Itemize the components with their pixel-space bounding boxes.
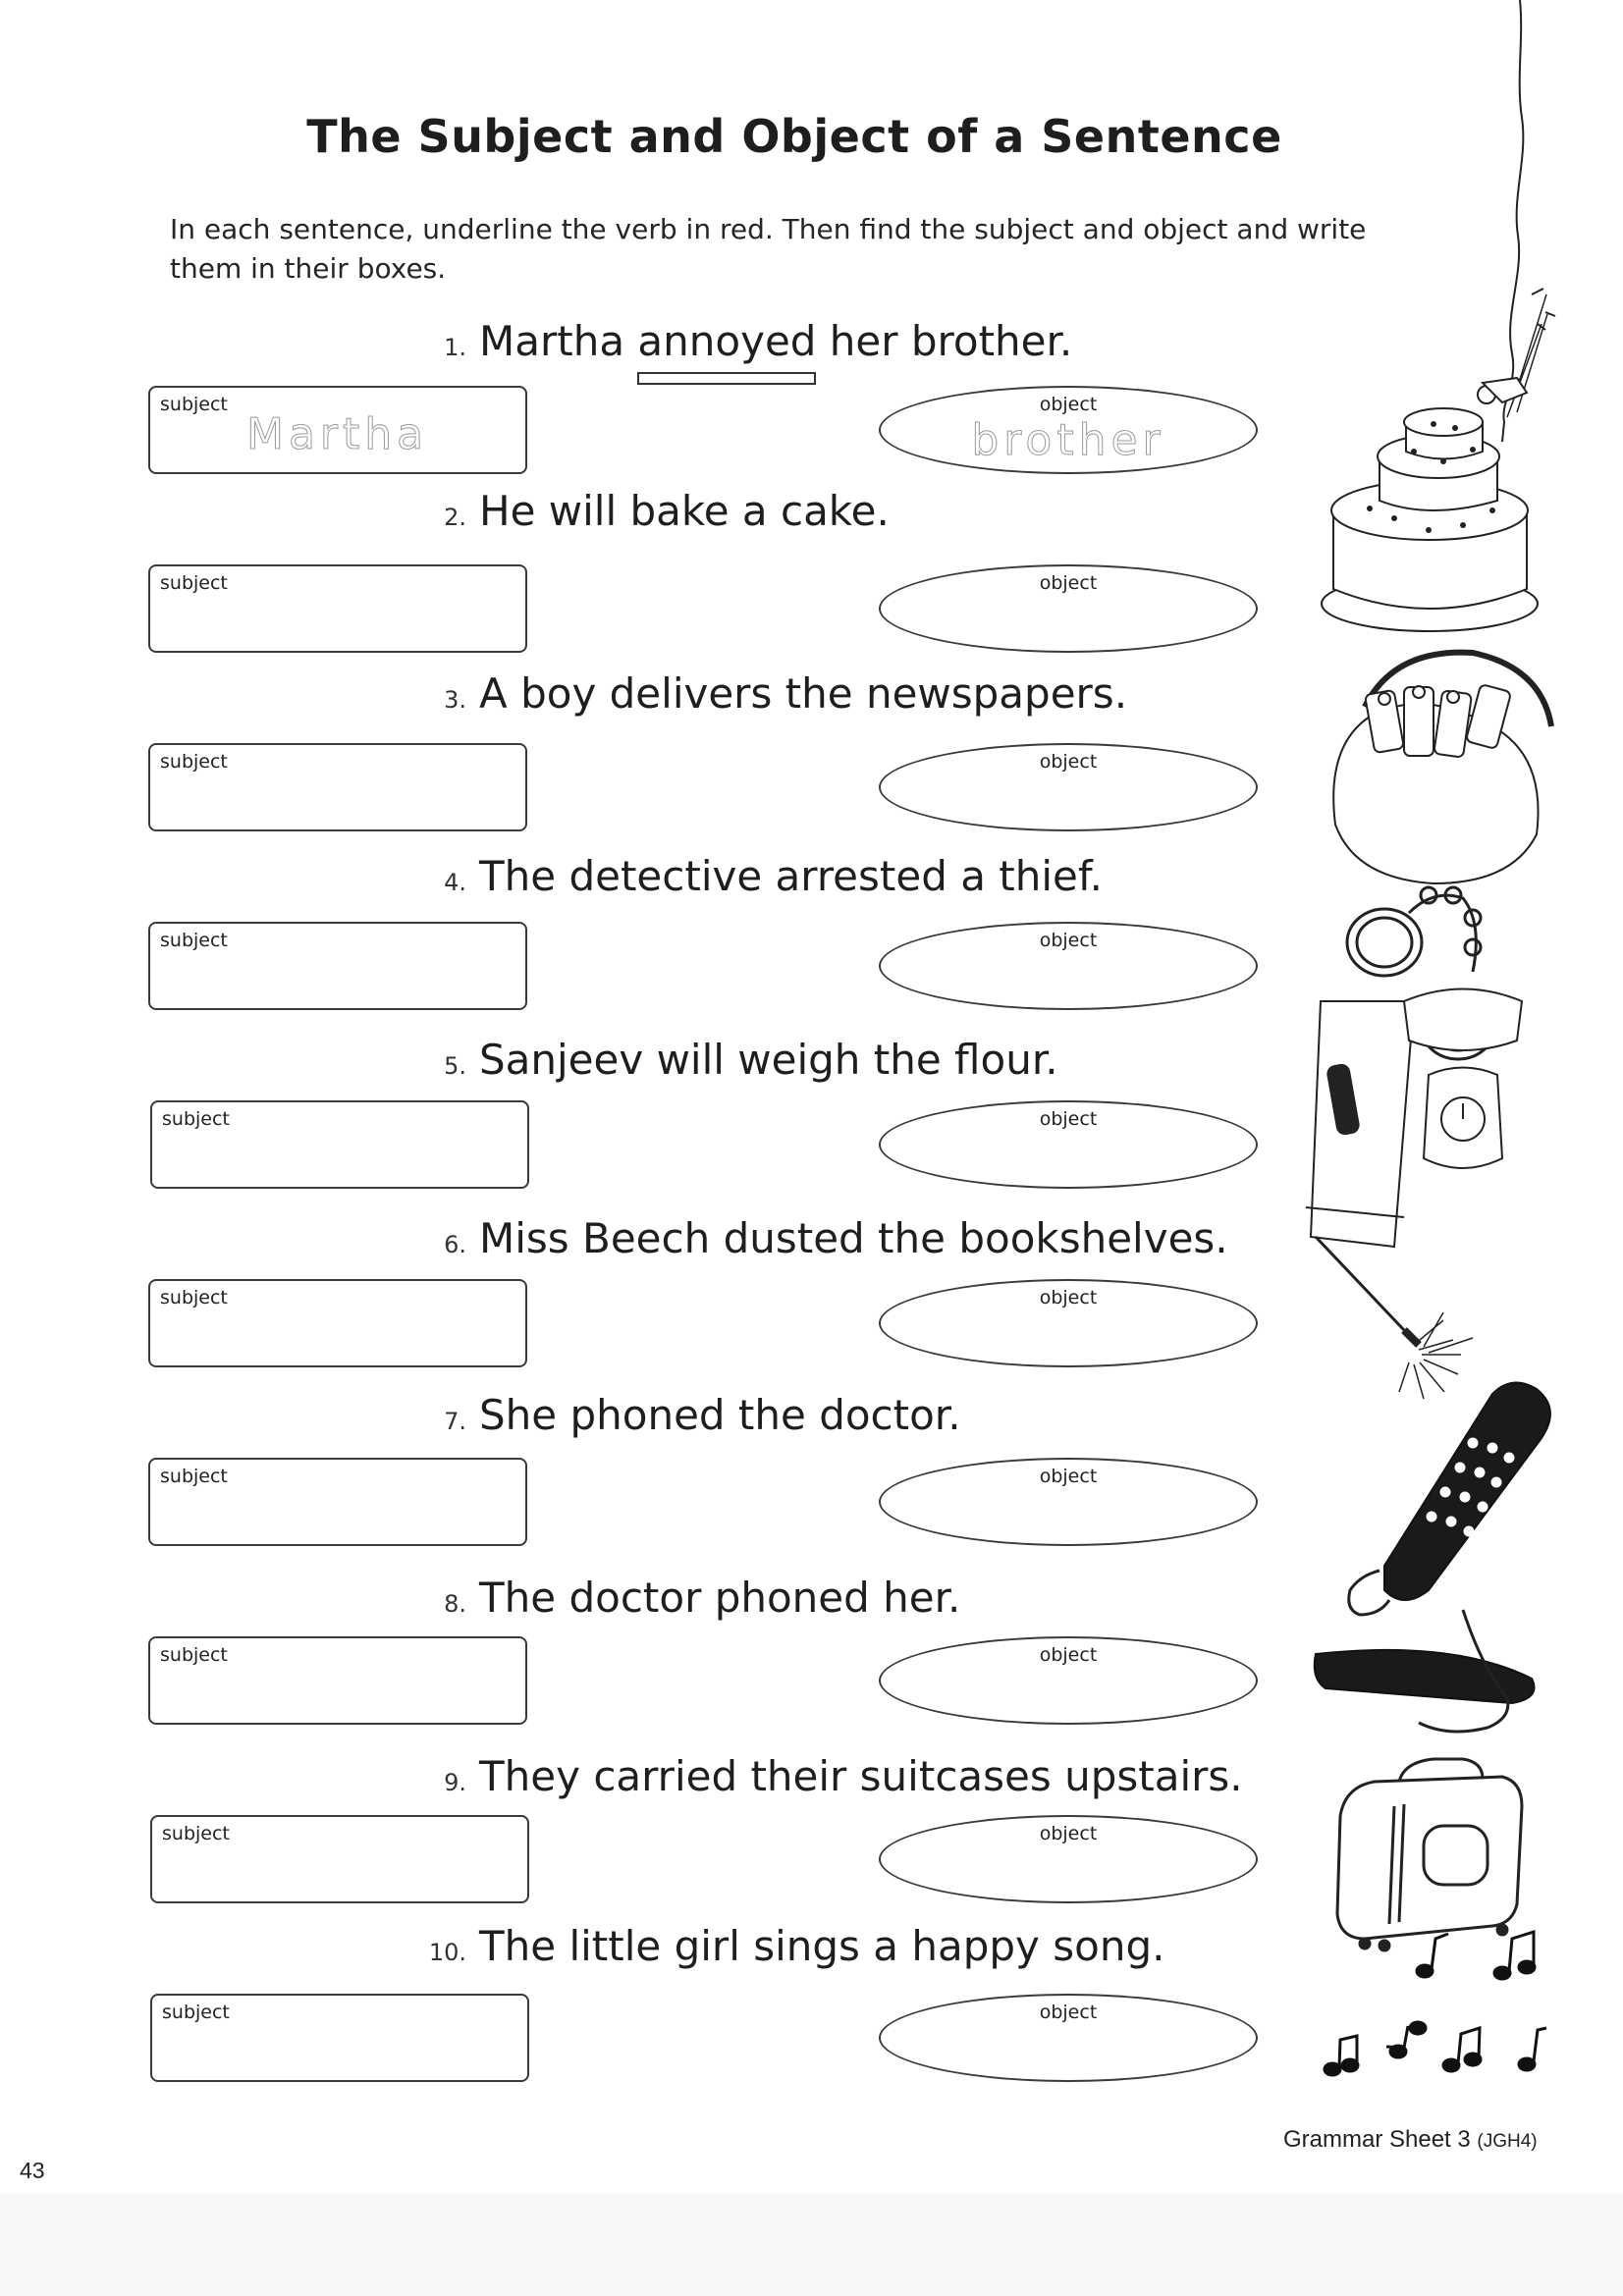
cake-icon: [1322, 408, 1538, 631]
subject-label: subject: [160, 572, 228, 594]
subject-label: subject: [160, 1287, 228, 1308]
sentence-text: Miss Beech dusted the bookshelves.: [479, 1214, 1228, 1262]
page-number: 43: [20, 2158, 45, 2183]
subject-box-4[interactable]: [148, 922, 527, 1010]
object-ellipse-5[interactable]: [879, 1100, 1258, 1189]
sentence-text: They carried their suitcases upstairs.: [479, 1752, 1243, 1800]
item-number: 7.: [444, 1408, 466, 1435]
subject-box-5[interactable]: [150, 1100, 529, 1189]
subject-label: subject: [160, 394, 228, 415]
sentence-part: her brother.: [816, 317, 1073, 365]
page-title: The Subject and Object of a Sentence: [306, 110, 1282, 163]
spider-icon: [1478, 0, 1555, 442]
telephone-icon: [1315, 1383, 1550, 1732]
object-ellipse-2[interactable]: [879, 564, 1258, 653]
object-ellipse-6[interactable]: [879, 1279, 1258, 1367]
illustrations-column: [1296, 0, 1623, 2101]
object-ellipse-3[interactable]: [879, 743, 1258, 831]
subject-label: subject: [162, 1108, 230, 1130]
sentence-text: The doctor phoned her.: [479, 1574, 961, 1622]
object-label: object: [1039, 2002, 1098, 2023]
object-label: object: [1039, 572, 1098, 594]
sentence-text: Sanjeev will weigh the flour.: [479, 1036, 1058, 1084]
newspaper-bag-icon: [1333, 653, 1551, 883]
object-trace-answer: brother: [971, 415, 1165, 465]
sentence-text: She phoned the doctor.: [479, 1391, 961, 1439]
sentence-part: Martha: [479, 317, 638, 365]
music-notes-icon: [1325, 1932, 1546, 2075]
object-label: object: [1039, 1287, 1098, 1308]
subject-box-6[interactable]: [148, 1279, 527, 1367]
item-number: 6.: [444, 1231, 466, 1258]
item-number: 2.: [444, 504, 466, 531]
subject-label: subject: [162, 1823, 230, 1844]
subject-box-10[interactable]: [150, 1994, 529, 2082]
instructions: In each sentence, underline the verb in red. Then find the subject and object and write them in their boxes.: [170, 213, 1367, 285]
subject-box-1[interactable]: [148, 386, 527, 474]
sentence-text: He will bake a cake.: [479, 487, 890, 535]
verb-underlined: [637, 317, 816, 365]
subject-label: subject: [160, 751, 228, 773]
item-number: 3.: [444, 686, 466, 714]
object-label: object: [1039, 1108, 1098, 1130]
object-ellipse-4[interactable]: [879, 922, 1258, 1010]
subject-label: subject: [160, 1644, 228, 1666]
sheet-name: Grammar Sheet 3: [1283, 2126, 1471, 2153]
sentence-text: The detective arrested a thief.: [479, 852, 1103, 900]
item-number: 5.: [444, 1052, 466, 1080]
object-label: object: [1039, 930, 1098, 951]
subject-box-9[interactable]: [150, 1815, 529, 1903]
flour-scale-icon: [1306, 989, 1522, 1248]
subject-box-7[interactable]: [148, 1458, 527, 1546]
object-ellipse-7[interactable]: [879, 1458, 1258, 1546]
object-label: object: [1039, 1823, 1098, 1844]
sentence-text: A boy delivers the newspapers.: [479, 669, 1128, 718]
subject-label: subject: [160, 930, 228, 951]
subject-label: subject: [162, 2002, 230, 2023]
subject-box-3[interactable]: [148, 743, 527, 831]
item-number: 1.: [444, 334, 466, 361]
suitcase-icon: [1337, 1759, 1522, 1950]
item-number: 8.: [444, 1590, 466, 1618]
item-number: 10.: [428, 1939, 466, 1966]
item-number: 9.: [444, 1769, 466, 1796]
subject-trace-answer: Martha: [246, 409, 429, 459]
sentence-text: The little girl sings a happy song.: [479, 1922, 1165, 1970]
feather-duster-icon: [1316, 1237, 1473, 1399]
sentence-text: [479, 317, 1072, 365]
object-label: object: [1039, 1466, 1098, 1487]
object-ellipse-1[interactable]: [879, 386, 1258, 474]
object-ellipse-10[interactable]: [879, 1994, 1258, 2082]
verb-text: annoyed: [637, 317, 817, 365]
object-ellipse-8[interactable]: [879, 1636, 1258, 1725]
underline-mark: [637, 372, 816, 385]
subject-box-2[interactable]: [148, 564, 527, 653]
object-label: object: [1039, 1644, 1098, 1666]
sheet-code: (JGH4): [1477, 2131, 1538, 2152]
item-number: 4.: [444, 869, 466, 896]
object-label: object: [1039, 751, 1098, 773]
sheet-footer: [1283, 2126, 1538, 2154]
object-ellipse-9[interactable]: [879, 1815, 1258, 1903]
subject-box-8[interactable]: [148, 1636, 527, 1725]
object-label: object: [1039, 394, 1098, 415]
subject-label: subject: [160, 1466, 228, 1487]
